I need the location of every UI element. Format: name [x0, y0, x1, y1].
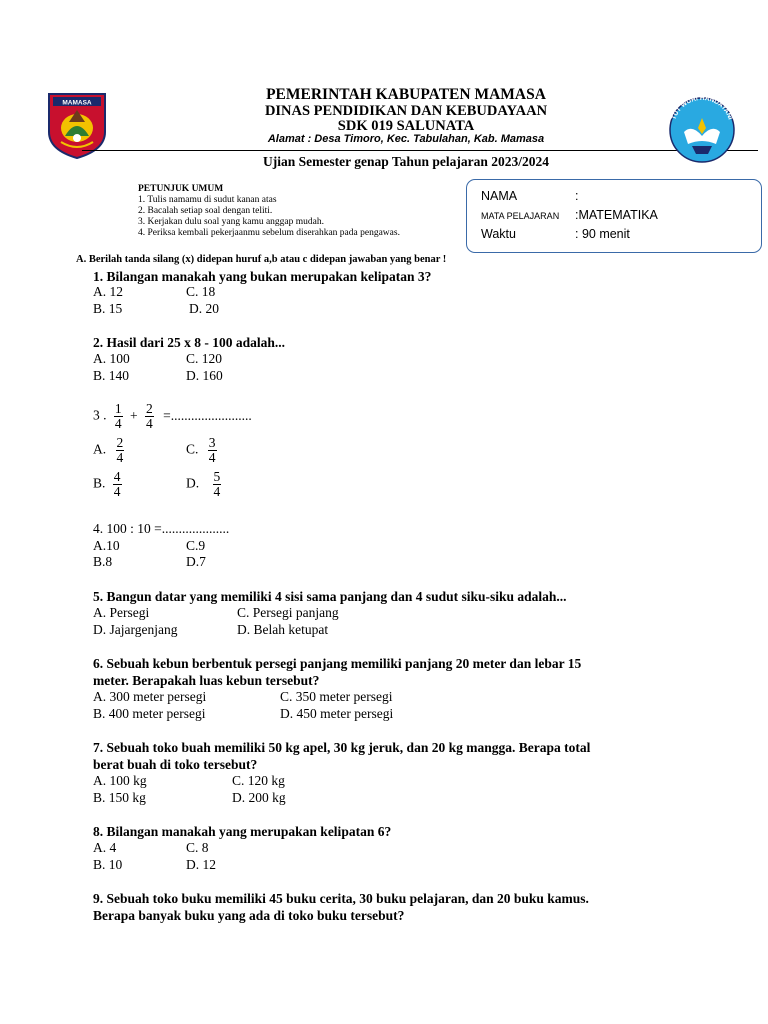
q3-a-fraction [116, 436, 125, 465]
q4-option-b: B.8 [93, 554, 113, 569]
q3-c-numerator: 3 [208, 435, 216, 450]
question-5: 5. Bangun datar yang memiliki 4 sisi sama panjang dan 4 sudut siku-siku adalah... [93, 589, 567, 604]
q3-d-denominator: 4 [213, 484, 221, 499]
name-label: NAMA [481, 189, 518, 203]
q3-option-a [93, 436, 124, 465]
q3-option-d [186, 470, 221, 499]
name-field[interactable]: : [575, 189, 579, 203]
q3-d-fraction [213, 470, 222, 499]
q3-a-numerator: 2 [116, 435, 124, 450]
q1-option-c: C. 18 [186, 284, 216, 299]
q3-option-b [93, 470, 122, 499]
instruction-item: 3. Kerjakan dulu soal yang kamu anggap mudah. [138, 217, 324, 227]
question-7-line-1: 7. Sebuah toko buah memiliki 50 kg apel, 30 kg jeruk, dan 20 kg mangga. Berapa total [93, 740, 591, 755]
q5-option-b: D. Jajargenjang [93, 622, 178, 637]
subject-value: :MATEMATIKA [575, 208, 658, 222]
q4-option-c: C.9 [186, 538, 206, 553]
q3-d-numerator: 5 [213, 469, 221, 484]
q3-d-label: D. [186, 475, 200, 491]
q6-option-d: D. 450 meter persegi [280, 706, 394, 721]
question-7-line-2: berat buah di toko tersebut? [93, 757, 258, 772]
q3-plus: + [130, 407, 138, 423]
q3-c-label: C. [186, 441, 199, 457]
q1-option-a: A. 12 [93, 284, 123, 299]
q3-f2-denominator: 4 [146, 416, 153, 431]
q8-option-a: A. 4 [93, 840, 117, 855]
question-6-line-1: 6. Sebuah kebun berbentuk persegi panjang memiliki panjang 20 meter dan lebar 15 [93, 656, 582, 671]
instruction-item: 4. Periksa kembali pekerjaanmu sebelum diserahkan pada pengawas. [138, 228, 400, 238]
tut-wuri-logo-text: TUT WURI HANDAYANI [670, 94, 734, 121]
q7-option-c: C. 120 kg [232, 773, 285, 788]
q3-b-fraction [113, 470, 122, 499]
question-1: 1. Bilangan manakah yang bukan merupakan kelipatan 3? [93, 269, 432, 284]
question-9-line-2: Berapa banyak buku yang ada di toko buku tersebut? [93, 908, 405, 923]
q2-option-b: B. 140 [93, 368, 130, 383]
q3-prefix: 3 . [93, 407, 107, 423]
q8-option-d: D. 12 [186, 857, 216, 872]
time-row [481, 227, 630, 241]
q3-f1-denominator: 4 [114, 416, 122, 431]
q3-f1-numerator: 1 [114, 401, 122, 416]
q5-option-a: A. Persegi [93, 605, 150, 620]
question-4: 4. 100 : 10 =.................... [93, 521, 230, 536]
name-row [481, 189, 579, 203]
q1-option-b: B. 15 [93, 301, 123, 316]
q3-fraction-1 [114, 402, 123, 431]
q3-a-denominator: 4 [116, 450, 124, 465]
q3-c-fraction [208, 436, 217, 465]
mamasa-logo-text: MAMASA [62, 99, 92, 107]
q8-option-b: B. 10 [93, 857, 123, 872]
q8-option-c: C. 8 [186, 840, 209, 855]
q7-option-d: D. 200 kg [232, 790, 286, 805]
q3-b-label: B. [93, 475, 106, 491]
q3-option-c [186, 436, 217, 465]
q6-option-c: C. 350 meter persegi [280, 689, 393, 704]
q7-option-a: A. 100 kg [93, 773, 147, 788]
q6-option-b: B. 400 meter persegi [93, 706, 206, 721]
header-line-2: DINAS PENDIDIKAN DAN KEBUDAYAAN [264, 103, 548, 119]
question-2: 2. Hasil dari 25 x 8 - 100 adalah... [93, 335, 286, 350]
section-a-instruction: A. Berilah tanda silang (x) didepan huruf a,b atau c didepan jawaban yang benar ! [76, 254, 447, 265]
q6-option-a: A. 300 meter persegi [93, 689, 207, 704]
q3-fraction-2 [145, 402, 154, 431]
header-rule [82, 150, 758, 151]
q3-c-denominator: 4 [208, 450, 216, 465]
q4-option-a: A.10 [93, 538, 120, 553]
instruction-item: 1. Tulis namamu di sudut kanan atas [138, 195, 277, 205]
q3-f2-numerator: 2 [146, 401, 153, 416]
question-6-line-2: meter. Berapakah luas kebun tersebut? [93, 673, 320, 688]
question-9-line-1: 9. Sebuah toko buku memiliki 45 buku cerita, 30 buku pelajaran, dan 20 buku kamus. [93, 891, 589, 906]
q5-option-d: D. Belah ketupat [237, 622, 329, 637]
instruction-item: 2. Bacalah setiap soal dengan teliti. [138, 206, 273, 216]
q3-b-numerator: 4 [113, 469, 121, 484]
question-3 [93, 402, 252, 431]
q3-equals: =........................ [163, 407, 252, 423]
q3-b-denominator: 4 [113, 484, 121, 499]
q5-option-c: C. Persegi panjang [237, 605, 339, 620]
time-value: : 90 menit [575, 227, 630, 241]
q3-a-label: A. [93, 441, 107, 457]
q2-option-a: A. 100 [93, 351, 130, 366]
q4-option-d: D.7 [186, 554, 206, 569]
header-line-1: PEMERINTAH KABUPATEN MAMASA [266, 86, 546, 103]
q1-option-d: D. 20 [189, 301, 219, 316]
q2-option-d: D. 160 [186, 368, 223, 383]
subject-label: MATA PELAJARAN [481, 211, 560, 221]
instructions-title: PETUNJUK UMUM [138, 184, 224, 194]
q2-option-c: C. 120 [186, 351, 223, 366]
student-info-box [466, 179, 762, 253]
question-8: 8. Bilangan manakah yang merupakan kelipatan 6? [93, 824, 392, 839]
header-address: Alamat : Desa Timoro, Kec. Tabulahan, Kab. Mamasa [267, 133, 545, 145]
time-label: Waktu [481, 227, 516, 241]
header-line-3: SDK 019 SALUNATA [337, 118, 475, 134]
exam-title: Ujian Semester genap Tahun pelajaran 2023/2024 [263, 154, 549, 169]
instructions-block [138, 184, 400, 239]
subject-row [481, 208, 658, 222]
q7-option-b: B. 150 kg [93, 790, 146, 805]
